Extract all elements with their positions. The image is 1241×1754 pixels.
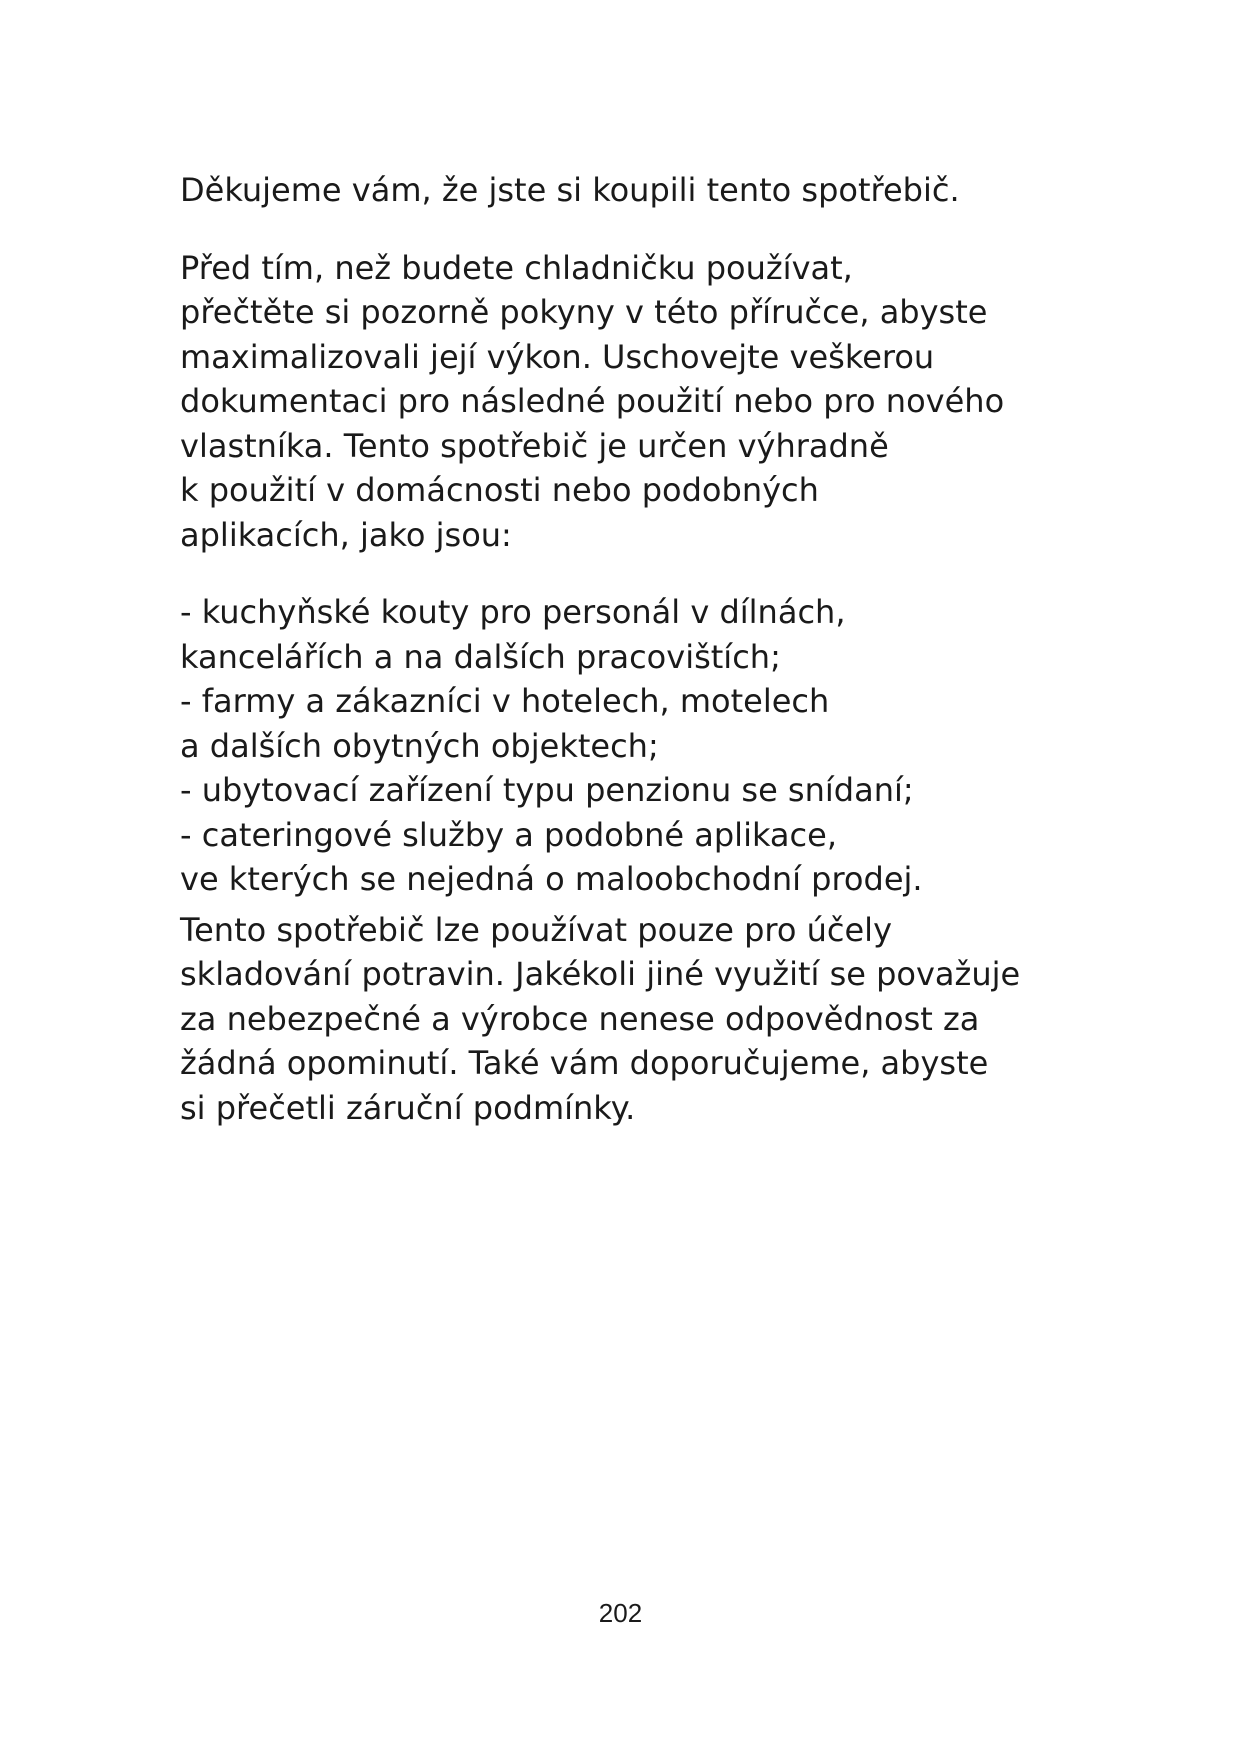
paragraph-line: žádná opominutí. Také vám doporučujeme, abyste [180,1044,989,1082]
paragraph-gap [180,213,1140,246]
paragraph-line: k použití v domácnosti nebo podobných [180,471,819,509]
list-item: - farmy a zákazníci v hotelech, motelech [180,682,830,720]
paragraph-line: dokumentaci pro následné použití nebo pro nového [180,382,1005,420]
page-content [180,168,1140,1130]
list-item: - cateringové služby a podobné aplikace, [180,815,837,854]
paragraph-line: skladování potravin. Jakékoli jiné využití se považuje [180,955,1021,993]
intro-line: Děkujeme vám, že jste si koupili tento spotřebič. [180,171,960,209]
page-number: 202 [598,1598,643,1628]
paragraph-line: Před tím, než budete chladničku používat, [180,248,853,287]
applications-list [180,590,1140,902]
paragraph-line: Tento spotřebič lze používat pouze pro účely [180,910,892,949]
paragraph-line: maximalizovali její výkon. Uschovejte veškerou [180,337,935,376]
paragraph-line: přečtěte si pozorně pokyny v této příručce, abyste [180,293,988,331]
list-item: - kuchyňské kouty pro personál v dílnách, [180,593,846,631]
list-item-continuation: ve kterých se nejedná o maloobchodní prodej. [180,860,923,898]
list-item: - ubytovací zařízení typu penzionu se snídaní; [180,771,914,809]
paragraph-line: si přečetli záruční podmínky. [180,1088,636,1127]
paragraph-line: aplikacích, jako jsou: [180,515,512,554]
paragraph-line: za nebezpečné a výrobce nenese odpovědnost za [180,999,980,1038]
warning-paragraph [180,908,1140,1131]
list-item-continuation: kancelářích a na dalších pracovištích; [180,637,781,676]
list-item-continuation: a dalších obytných objektech; [180,726,659,765]
usage-paragraph [180,246,1140,558]
paragraph-line: vlastníka. Tento spotřebič je určen výhradně [180,426,889,465]
paragraph-gap [180,557,1140,590]
